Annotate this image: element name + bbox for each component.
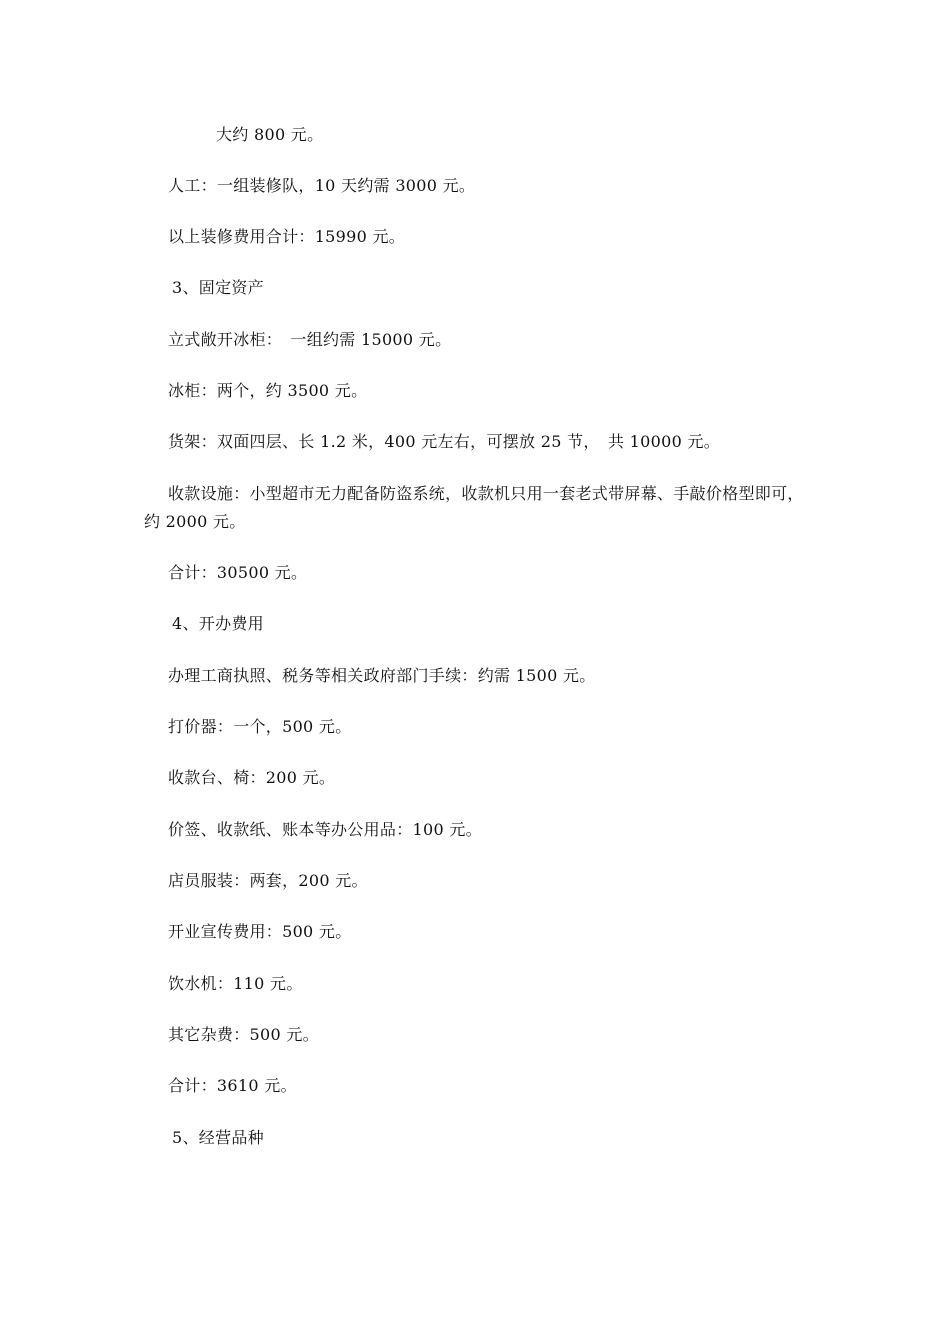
text-line-water-dispenser: 饮水机：110 元。	[168, 974, 303, 993]
text-line-fixed-assets-total: 合计：30500 元。	[168, 563, 308, 582]
section-heading-startup-costs: 4、开办费用	[172, 614, 264, 633]
text-line-cashier-facility: 收款设施：小型超市无力配备防盗系统，收款机只用一套老式带屏幕、手敲价格型即可，	[168, 484, 804, 503]
text-line-open-freezer: 立式敞开冰柜： 一组约需 15000 元。	[168, 330, 452, 349]
text-line-misc-fees: 其它杂费：500 元。	[168, 1025, 319, 1044]
text-line-labor: 人工：一组装修队，10 天约需 3000 元。	[168, 176, 476, 195]
text-line-cashier-facility-cont: 约 2000 元。	[144, 512, 246, 531]
text-line-freezer: 冰柜：两个，约 3500 元。	[168, 381, 368, 400]
text-line-shelves: 货架：双面四层、长 1.2 米，400 元左右，可摆放 25 节， 共 10000 元。	[168, 432, 721, 451]
text-line-license-fees: 办理工商执照、税务等相关政府部门手续：约需 1500 元。	[168, 666, 596, 685]
section-heading-product-range: 5、经营品种	[172, 1128, 264, 1147]
text-line-cashier-desk: 收款台、椅：200 元。	[168, 768, 336, 787]
text-line-promotion: 开业宣传费用：500 元。	[168, 922, 352, 941]
text-line-uniforms: 店员服装：两套，200 元。	[168, 871, 368, 890]
text-line-startup-total: 合计：3610 元。	[168, 1076, 297, 1095]
text-line-price-marker: 打价器：一个，500 元。	[168, 717, 352, 736]
text-line-office-supplies: 价签、收款纸、账本等办公用品：100 元。	[168, 820, 482, 839]
text-line-renovation-total: 以上装修费用合计：15990 元。	[168, 227, 406, 246]
section-heading-fixed-assets: 3、固定资产	[172, 278, 264, 297]
text-line-approx-800: 大约 800 元。	[216, 125, 324, 144]
